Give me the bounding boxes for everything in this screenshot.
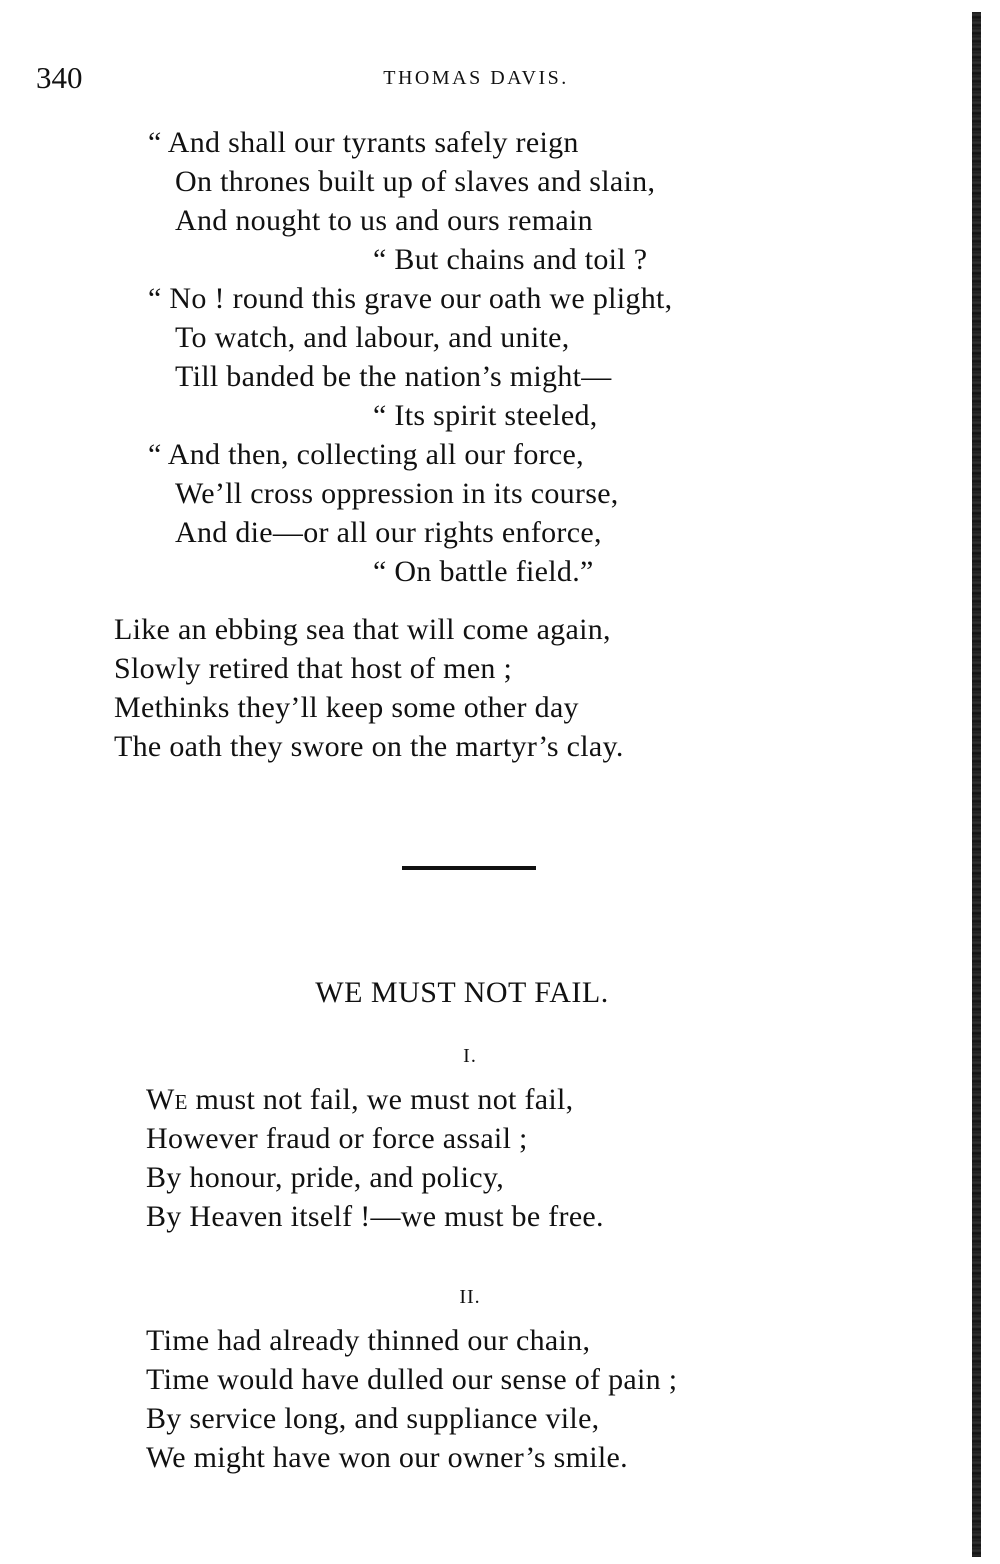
verse-line: Time had already thinned our chain, [146, 1324, 591, 1357]
verse-line: “ No ! round this grave our oath we plight, [148, 282, 673, 315]
verse-line-rest: must not fail, we must not fail, [187, 1083, 574, 1116]
verse-line: “ And shall our tyrants safely reign [148, 126, 579, 159]
verse-line: However fraud or force assail ; [146, 1122, 528, 1155]
running-head: THOMAS DAVIS. [383, 67, 569, 89]
verse-line [146, 1081, 573, 1119]
section-numeral: II. [459, 1286, 481, 1308]
verse-line-refrain: “ Its spirit steeled, [373, 399, 598, 432]
verse-line: And nought to us and ours remain [175, 204, 593, 237]
closing-line: Like an ebbing sea that will come again, [114, 613, 611, 646]
closing-line: Slowly retired that host of men ; [114, 652, 513, 685]
verse-line: Time would have dulled our sense of pain ; [146, 1363, 678, 1396]
page-edge-shadow [972, 12, 981, 1557]
verse-line: By service long, and suppliance vile, [146, 1402, 600, 1435]
verse-line: By Heaven itself !—we must be free. [146, 1200, 604, 1233]
drop-word: We [146, 1083, 188, 1116]
verse-line-refrain: “ But chains and toil ? [373, 243, 648, 276]
verse-line: And die—or all our rights enforce, [175, 516, 602, 549]
page-number: 340 [36, 60, 83, 95]
section-numeral: I. [463, 1045, 477, 1067]
verse-line-refrain: “ On battle field.” [373, 555, 594, 588]
verse-line: We might have won our owner’s smile. [146, 1441, 628, 1474]
verse-line: We’ll cross oppression in its course, [175, 477, 619, 510]
verse-line: On thrones built up of slaves and slain, [175, 165, 656, 198]
section-divider-rule [402, 866, 536, 870]
verse-line: To watch, and labour, and unite, [175, 321, 570, 354]
verse-line: “ And then, collecting all our force, [148, 438, 584, 471]
verse-line: Till banded be the nation’s might— [175, 360, 612, 393]
closing-line: The oath they swore on the martyr’s clay. [114, 730, 624, 763]
verse-line: By honour, pride, and policy, [146, 1161, 504, 1194]
closing-line: Methinks they’ll keep some other day [114, 691, 579, 724]
poem-title: WE MUST NOT FAIL. [315, 976, 609, 1009]
